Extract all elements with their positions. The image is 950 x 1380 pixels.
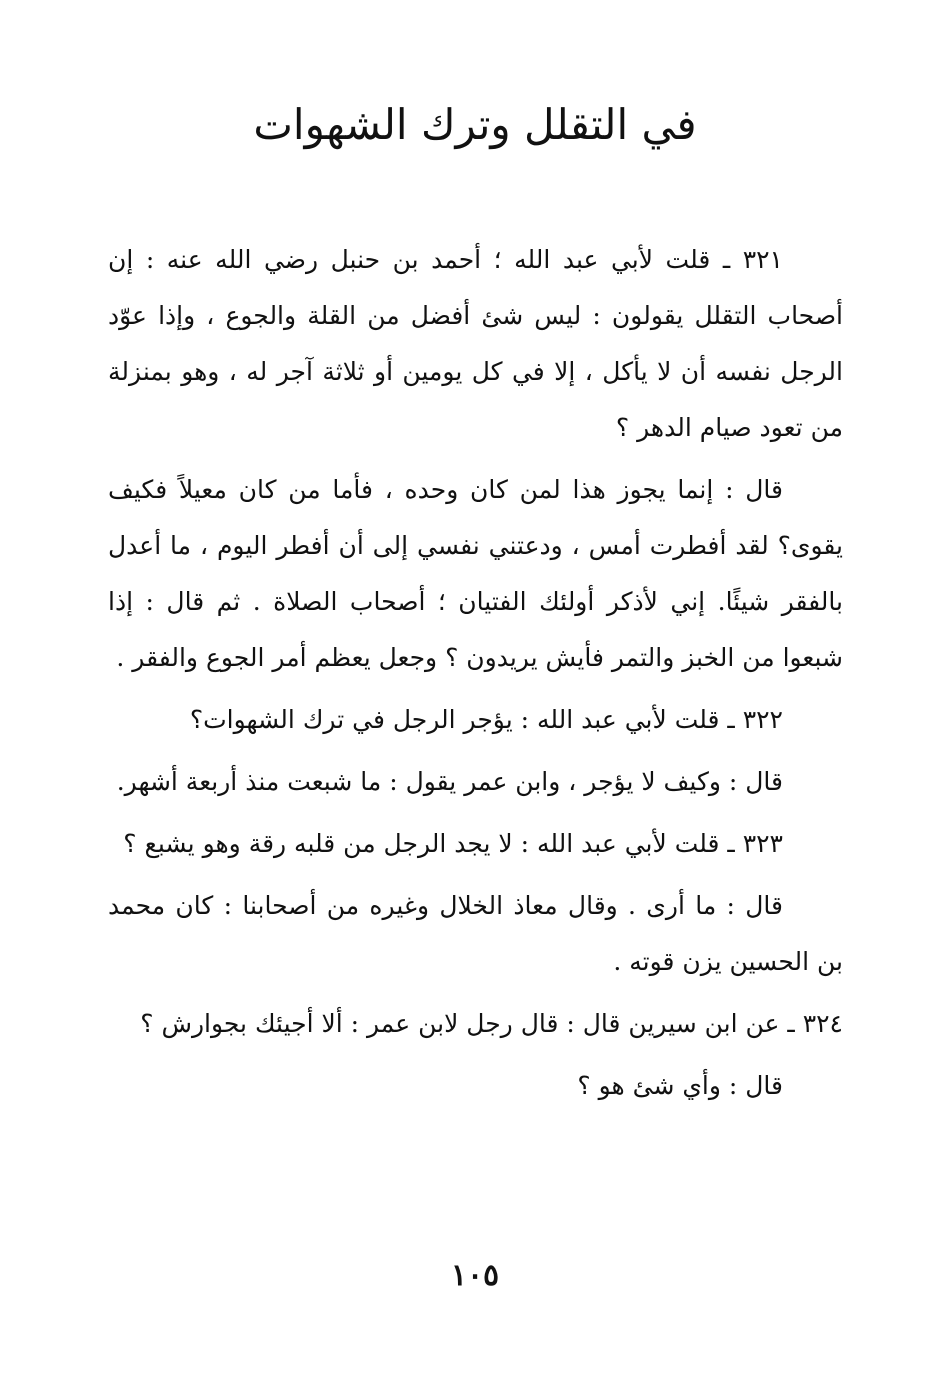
paragraph-322: ٣٢٢ ـ قلت لأبي عبد الله : يؤجر الرجل في ترك الشهوات؟ xyxy=(189,705,783,734)
paragraph-323-answer: قال : ما أرى . وقال معاذ الخلال وغيره من أصحابنا : كان محمد بن الحسين يزن قوته . xyxy=(108,891,843,976)
paragraph-321-answer: قال : إنما يجوز هذا لمن كان وحده ، فأما من كان معيلاً فكيف يقوى؟ لقد أفطرت أمس ، ودعتني نفسي إلى أن أفطر اليوم ، ما أعدل بالفقر شيئًا. إني لأذكر أولئك الفتيان ؛ أصحاب الصلاة . ثم قال : إذا شبعوا من الخبز والتمر فأيش يريدون ؟ وجعل يعظم أمر الجوع والفقر . xyxy=(108,475,843,672)
paragraph-321: ٣٢١ ـ قلت لأبي عبد الله ؛ أحمد بن حنبل رضي الله عنه : إن أصحاب التقلل يقولون : ليس شئ أفضل من القلة والجوع ، وإذا عوّد الرجل نفسه أن لا يأكل ، إلا في كل يومين أو ثلاثة آجر له ، وهو بمنزلة من تعود صيام الدهر ؟ xyxy=(108,245,843,442)
paragraph-324-answer: قال : وأي شئ هو ؟ xyxy=(577,1071,783,1100)
body-text xyxy=(108,232,843,1120)
paragraph-323: ٣٢٣ ـ قلت لأبي عبد الله : لا يجد الرجل من قلبه رقة وهو يشبع ؟ xyxy=(123,829,783,858)
page-number: ١٠٥ xyxy=(450,1258,500,1293)
chapter-title: في التقلل وترك الشهوات xyxy=(253,100,697,149)
paragraph-322-answer: قال : وكيف لا يؤجر ، وابن عمر يقول : ما شبعت منذ أربعة أشهر. xyxy=(116,767,783,796)
paragraph-324: ٣٢٤ ـ عن ابن سيرين قال : قال رجل لابن عمر : ألا أجيئك بجوارش ؟ xyxy=(140,1009,843,1038)
